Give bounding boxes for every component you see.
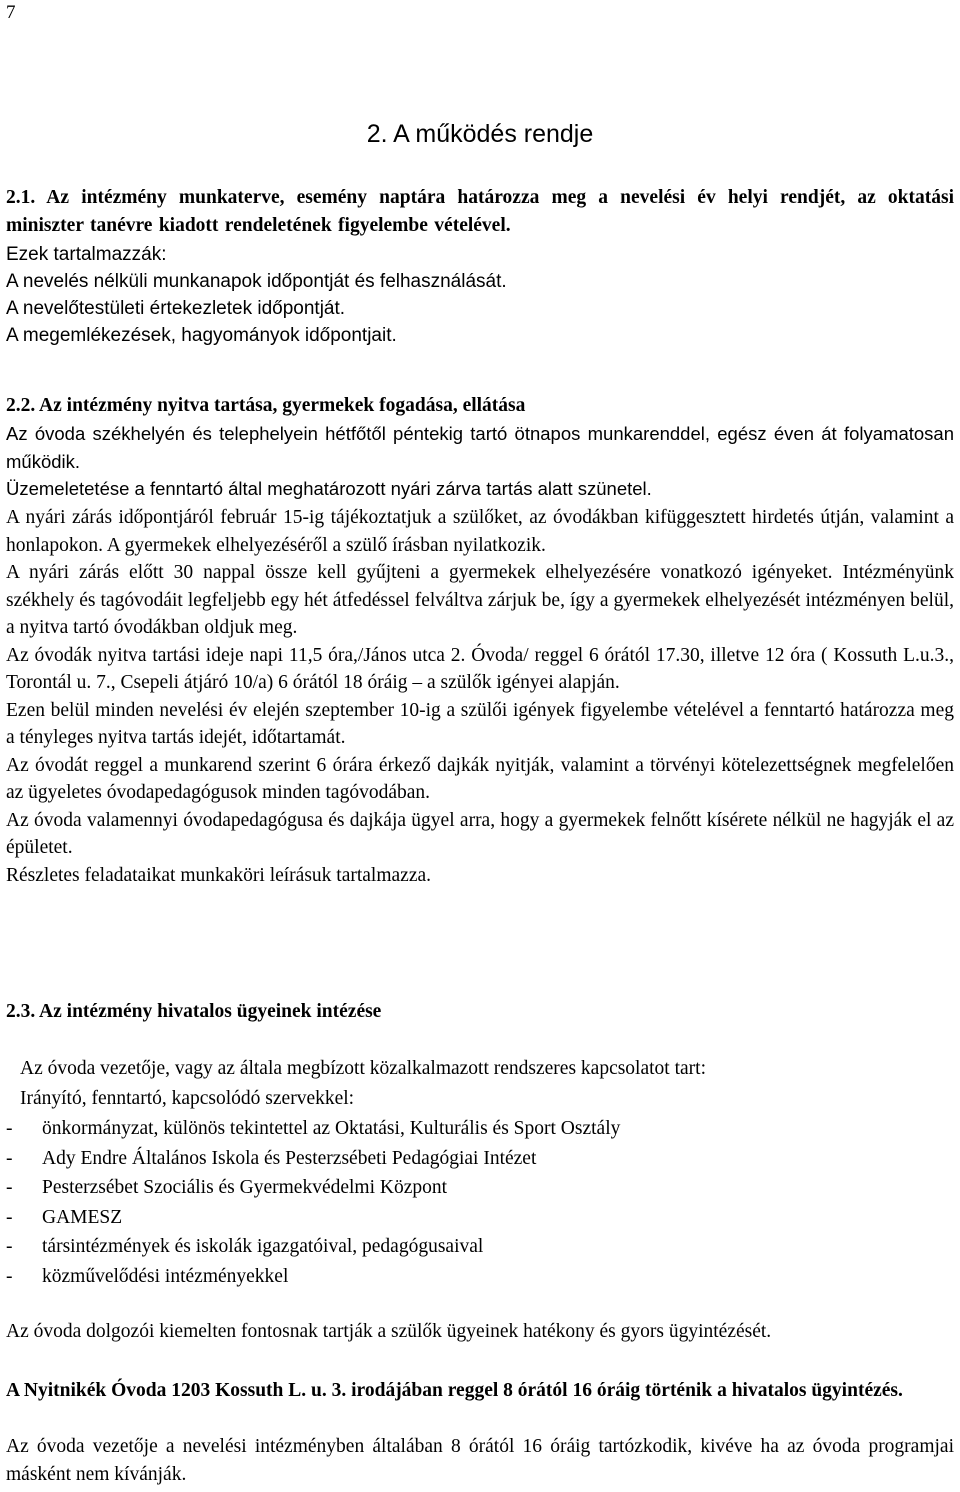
section-2-1-list	[6, 241, 954, 349]
list-item: - társintézmények és iskolák igazgatóival, pedagógusaival	[6, 1236, 484, 1257]
office-hours-paragraph: A Nyitnikék Óvoda 1203 Kossuth L. u. 3. irodájában reggel 8 órától 16 óráig történik a hivatalos ügyintézés.	[6, 1380, 903, 1401]
opening-paragraph: Az óvoda székhelyén és telephelyein hétfőtől péntekig tartó ötnapos munkarenddel, egész éven át folyamatosan működik.	[6, 423, 954, 472]
closure-notice-paragraph: A nyári zárás időpontjáról február 15-ig tájékoztatjuk a szülőket, az óvodákban kifüggesztett hirdetés útján, valamint a honlapokon. A gyermekek elhelyezéséről a szülő írásban nyilatkozik.	[6, 507, 954, 556]
schedule-paragraph: Ezen belül minden nevelési év elején szeptember 10-ig a szülői igények figyelembe vételével a fenntartó határozza meg a tényleges nyitva tartás idejét, időtartamát.	[6, 699, 954, 748]
client-service-paragraph: Az óvoda dolgozói kiemelten fontosnak tartják a szülők ügyeinek hatékony és gyors ügyintézését.	[6, 1321, 772, 1342]
collection-paragraph: A nyári zárás előtt 30 nappal össze kell gyűjteni a gyermekek elhelyezésére vonatkozó igényeket. Intézményünk székhely és tagóvodáit legfeljebb egy hét átfedéssel felváltva zárjuk be, így a gyermekek elhelyezését intézményen belül, a nyitva tartó óvodákban oldjuk meg.	[6, 562, 954, 638]
leader-presence-paragraph: Az óvoda vezetője a nevelési intézményben általában 8 órától 16 óráig tartózkodik, kivéve ha az óvoda programjai másként nem kívánják.	[6, 1436, 954, 1485]
supervision-paragraph: Az óvoda valamennyi óvodapedagógusa és dajkája ügyel arra, hogy a gyermekek felnőtt kísérete nélkül ne hagyják el az épületet.	[6, 809, 954, 858]
list-item: - közművelődési intézményekkel	[6, 1265, 289, 1287]
list-item: - Ady Endre Általános Iskola és Pesterzsébeti Pedagógiai Intézet	[6, 1147, 537, 1169]
section-2-3-heading: 2.3. Az intézmény hivatalos ügyeinek intézése	[6, 1001, 382, 1022]
section-2-2-heading: 2.2. Az intézmény nyitva tartása, gyermekek fogadása, ellátása	[6, 395, 526, 416]
section-title: 2. A működés rendje	[366, 120, 594, 148]
morning-opening-paragraph: Az óvodát reggel a munkarend szerint 6 órára érkező dajkák nyitják, valamint a törvényi kötelezettségnek megfelelően az ügyeletes óvodapedagógusok minden tagóvodában.	[6, 754, 954, 803]
contact-intro	[6, 1054, 960, 1114]
summer-closure-paragraph: Üzemeletetése a fenntartó által meghatározott nyári zárva tartás alatt szünetel.	[6, 478, 652, 499]
contents-item: A megemlékezések, hagyományok időpontjait.	[6, 325, 397, 346]
section-2-1-paragraph: 2.1. Az intézmény munkaterve, esemény naptára határozza meg a nevelési év helyi rendjét, az oktatási miniszter tanévre kiadott rendeletének figyelembe vételével.	[6, 187, 954, 236]
duties-paragraph: Részletes feladataikat munkaköri leírásuk tartalmazza.	[6, 864, 432, 886]
contents-item: A nevelőtestületi értekezletek időpontját.	[6, 298, 346, 319]
list-item: - Pesterzsébet Szociális és Gyermekvédelmi Központ	[6, 1177, 448, 1198]
section-2-2-body-serif	[6, 504, 954, 889]
contents-item: A nevelés nélküli munkanapok időpontját és felhasználását.	[6, 271, 507, 292]
section-2-2-body	[6, 420, 954, 503]
contents-label: Ezek tartalmazzák:	[6, 244, 167, 265]
opening-hours-paragraph: Az óvodák nyitva tartási ideje napi 11,5 óra,/János utca 2. Óvoda/ reggel 6 órától 17.30, illetve 12 óra ( Kossuth L.u.3., Torontál u. 7., Csepeli átjáró 10/a) 6 órától 18 óráig – a szülők igényei alapján.	[6, 644, 954, 693]
contact-intro-line: Az óvoda vezetője, vagy az általa megbízott közalkalmazott rendszeres kapcsolatot tart:	[20, 1058, 706, 1079]
list-item: - önkormányzat, különös tekintettel az Oktatási, Kulturális és Sport Osztály	[6, 1118, 621, 1139]
page-number: 7	[6, 2, 16, 23]
contact-intro-line: Irányító, fenntartó, kapcsolódó szervekkel:	[20, 1088, 355, 1109]
list-item: - GAMESZ	[6, 1206, 123, 1228]
contact-list	[6, 1114, 954, 1291]
